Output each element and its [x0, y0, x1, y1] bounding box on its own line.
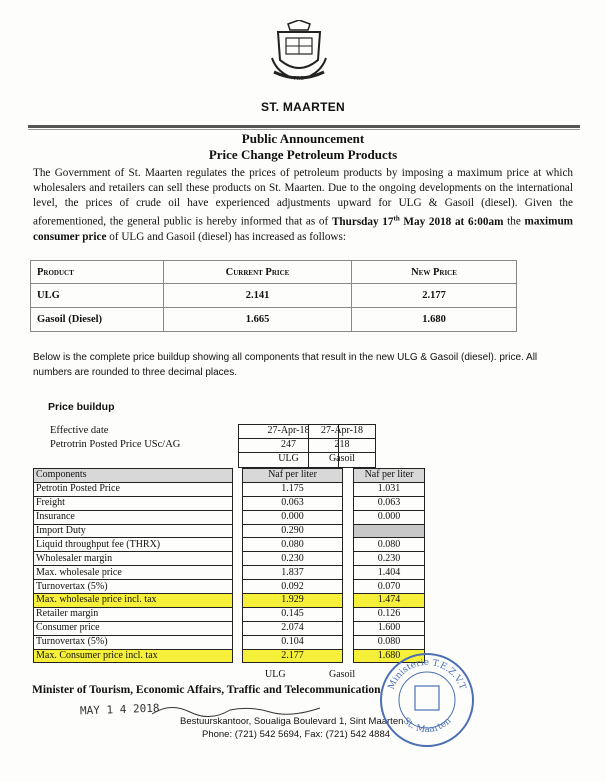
component-name: Max. wholesale price [34, 566, 233, 580]
buildup-row [34, 594, 425, 608]
col-ulg: ULG [278, 453, 299, 464]
component-name: Wholesaler margin [34, 552, 233, 566]
address: Bestuurskantoor, Soualiga Boulevard 1, Sint Maarten [180, 716, 404, 727]
component-gasoil: 0.063 [354, 496, 425, 510]
svg-text:Ministerie T.E.Z.V.T: Ministerie T.E.Z.V.T [386, 657, 468, 692]
component-gasoil: 1.474 [354, 594, 425, 608]
gasoil-header-box [308, 424, 376, 468]
component-ulg: 0.290 [243, 524, 343, 538]
component-ulg: 0.230 [243, 552, 343, 566]
buildup-row [34, 635, 425, 649]
component-ulg: 2.177 [243, 649, 343, 663]
header-new: New Price [352, 261, 517, 284]
header-product: Product [31, 261, 164, 284]
component-name: Turnovertax (5%) [34, 580, 233, 594]
component-name: Max. Consumer price incl. tax [34, 649, 233, 663]
phone-fax: Phone: (721) 542 5694, Fax: (721) 542 4884 [202, 729, 391, 740]
component-gasoil: 1.031 [354, 482, 425, 496]
current-price-cell: 2.141 [164, 284, 352, 308]
component-name: Liquid throughput fee (THRX) [34, 538, 233, 552]
buildup-note: Below is the complete price buildup showing all components that result in the new ULG & Gasoil (diesel). price. All numbers are rounded to three decimal places. [33, 352, 538, 378]
components-label: Components [34, 469, 233, 483]
buildup-title: Price buildup [48, 401, 115, 413]
announcement-title: Public Announcement [241, 131, 365, 146]
component-ulg: 0.145 [243, 607, 343, 621]
new-price-cell: 1.680 [352, 308, 517, 332]
buildup-row [34, 510, 425, 524]
svg-text:PRO: PRO [293, 76, 305, 82]
component-gasoil: 0.230 [354, 552, 425, 566]
component-gasoil: 0.080 [354, 538, 425, 552]
buildup-row [34, 538, 425, 552]
buildup-row [34, 482, 425, 496]
component-gasoil: 1.404 [354, 566, 425, 580]
ministry-seal-icon [378, 650, 476, 750]
divider [28, 129, 580, 130]
component-name: Retailer margin [34, 607, 233, 621]
component-name: Consumer price [34, 621, 233, 635]
coat-of-arms-icon [268, 20, 330, 84]
unit-label-ulg: Naf per liter [243, 469, 343, 483]
component-gasoil: 0.080 [354, 635, 425, 649]
component-ulg: 1.175 [243, 482, 343, 496]
component-ulg: 0.063 [243, 496, 343, 510]
component-ulg: 0.000 [243, 510, 343, 524]
component-ulg: 0.104 [243, 635, 343, 649]
product-cell: ULG [31, 284, 164, 308]
unit-label-gasoil: Naf per liter [354, 469, 425, 483]
component-ulg: 0.092 [243, 580, 343, 594]
component-name: Petrotin Posted Price [34, 482, 233, 496]
price-table [30, 260, 517, 332]
table-row [31, 284, 517, 308]
buildup-header-row [34, 469, 425, 483]
buildup-row [34, 566, 425, 580]
date-stamp: MAY 1 4 2018 [79, 701, 160, 718]
buildup-row [34, 607, 425, 621]
posted-ulg: 247 [239, 439, 338, 453]
buildup-row [34, 496, 425, 510]
buildup-row [34, 621, 425, 635]
buildup-row [34, 649, 425, 663]
component-name: Freight [34, 496, 233, 510]
component-ulg: 1.929 [243, 594, 343, 608]
svg-text:St. Maarten: St. Maarten [400, 716, 454, 736]
component-gasoil: 0.126 [354, 607, 425, 621]
component-gasoil: 0.000 [354, 510, 425, 524]
product-cell: Gasoil (Diesel) [31, 308, 164, 332]
page-title: ST. MAARTEN [261, 100, 345, 114]
effective-date-label: Effective date [50, 425, 109, 436]
price-table-header [31, 261, 517, 284]
component-gasoil: 1.680 [354, 649, 425, 663]
current-price-cell: 1.665 [164, 308, 352, 332]
component-gasoil: 1.600 [354, 621, 425, 635]
component-gasoil: 0.070 [354, 580, 425, 594]
buildup-row [34, 580, 425, 594]
buildup-table [33, 468, 425, 663]
effective-ulg: 27-Apr-18 [239, 425, 338, 439]
intro-paragraph: The Government of St. Maarten regulates the prices of petroleum products by imposing a maximum price at which wholesalers and retailers can sell these products on St. Maarten. Due to the ongoing developments on the international level, the prices of crude oil have experienced adjustments upward for ULG & Gasoil (diesel). Given the aforementioned, the general public is hereby informed that as of Thursday 17th May 2018 at 6:00am the maximum consumer price of ULG and Gasoil (diesel) has increased as follows: [33, 167, 573, 243]
posted-price-label: Petrotrin Posted Price USc/AG [50, 439, 181, 450]
header-current: Current Price [164, 261, 352, 284]
divider [28, 125, 580, 128]
buildup-row [34, 524, 425, 538]
new-price-cell: 2.177 [352, 284, 517, 308]
component-name: Turnovertax (5%) [34, 635, 233, 649]
component-ulg: 2.074 [243, 621, 343, 635]
col-gasoil: Gasoil [328, 453, 356, 464]
foot-gasoil: Gasoil [329, 669, 356, 680]
table-row [31, 308, 517, 332]
component-gasoil [354, 524, 425, 538]
announcement-subtitle: Price Change Petroleum Products [208, 147, 398, 162]
component-name: Max. wholesale price incl. tax [34, 594, 233, 608]
posted-gasoil: 218 [309, 439, 375, 453]
foot-ulg: ULG [265, 669, 286, 680]
effective-gasoil: 27-Apr-18 [309, 425, 375, 439]
component-name: Insurance [34, 510, 233, 524]
minister-title: Minister of Tourism, Economic Affairs, Traffic and Telecommunication [32, 684, 381, 696]
component-name: Import Duty [34, 524, 233, 538]
component-ulg: 0.080 [243, 538, 343, 552]
buildup-row [34, 552, 425, 566]
component-ulg: 1.837 [243, 566, 343, 580]
